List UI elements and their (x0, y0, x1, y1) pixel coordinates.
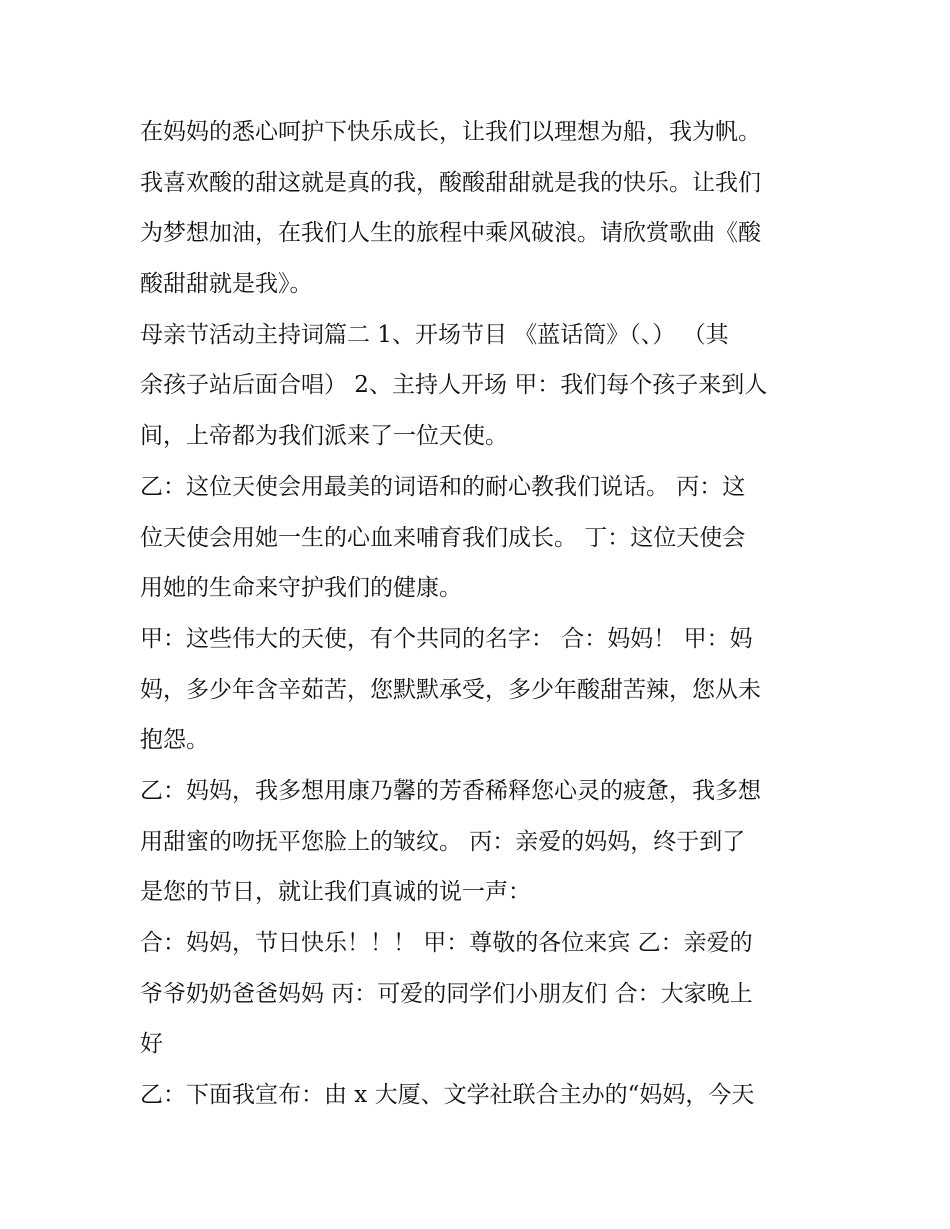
text-line: 抱怨。 (140, 727, 209, 754)
text-line: 合：妈妈，节日快乐！！！ 甲：尊敬的各位来宾 乙：亲爱的 (140, 930, 753, 956)
text-line: 酸甜甜就是我》。 (140, 271, 313, 298)
text-line: 用她的生命来守护我们的健康。 (140, 575, 462, 602)
text-line: 好 (140, 1031, 163, 1058)
text-line: 位天使会用她一生的心血来哺育我们成长。 丁：这位天使会 (140, 524, 746, 551)
text-line: 用甜蜜的吻抚平您脸上的皱纹。 丙：亲爱的妈妈，终于到了 (140, 828, 746, 855)
text-line: 余孩子站后面合唱） 2、主持人开场 甲：我们每个孩子来到人 (140, 372, 768, 399)
text-line: 间，上帝都为我们派来了一位天使。 (140, 423, 508, 450)
text-line: 母亲节活动主持词篇二 1、开场节目 《蓝话筒》（、） （其 (140, 321, 729, 348)
text-line: 乙：这位天使会用最美的词语和的耐心教我们说话。 丙：这 (140, 473, 746, 500)
text-line: 甲：这些伟大的天使，有个共同的名字： 合：妈妈！ 甲：妈 (140, 625, 753, 652)
text-line: 是您的节日，就让我们真诚的说一声： (140, 879, 531, 906)
text-line: 我喜欢酸的甜这就是真的我，酸酸甜甜就是我的快乐。让我们 (140, 169, 761, 196)
text-line: 在妈妈的悉心呵护下快乐成长，让我们以理想为船，我为帆。 (140, 119, 761, 145)
text-line: 乙：妈妈，我多想用康乃馨的芳香稀释您心灵的疲惫，我多想 (140, 777, 761, 804)
text-line: 妈，多少年含辛茹苦，您默默承受，多少年酸甜苦辣，您从未 (140, 676, 761, 703)
document-body (140, 107, 820, 1121)
text-line: 乙：下面我宣布：由 x 大厦、文学社联合主办的“妈妈，今天 (140, 1082, 755, 1109)
text-line: 为梦想加油，在我们人生的旅程中乘风破浪。请欣赏歌曲《酸 (140, 220, 761, 247)
text-line: 爷爷奶奶爸爸妈妈 丙：可爱的同学们小朋友们 合：大家晚上 (140, 980, 753, 1007)
